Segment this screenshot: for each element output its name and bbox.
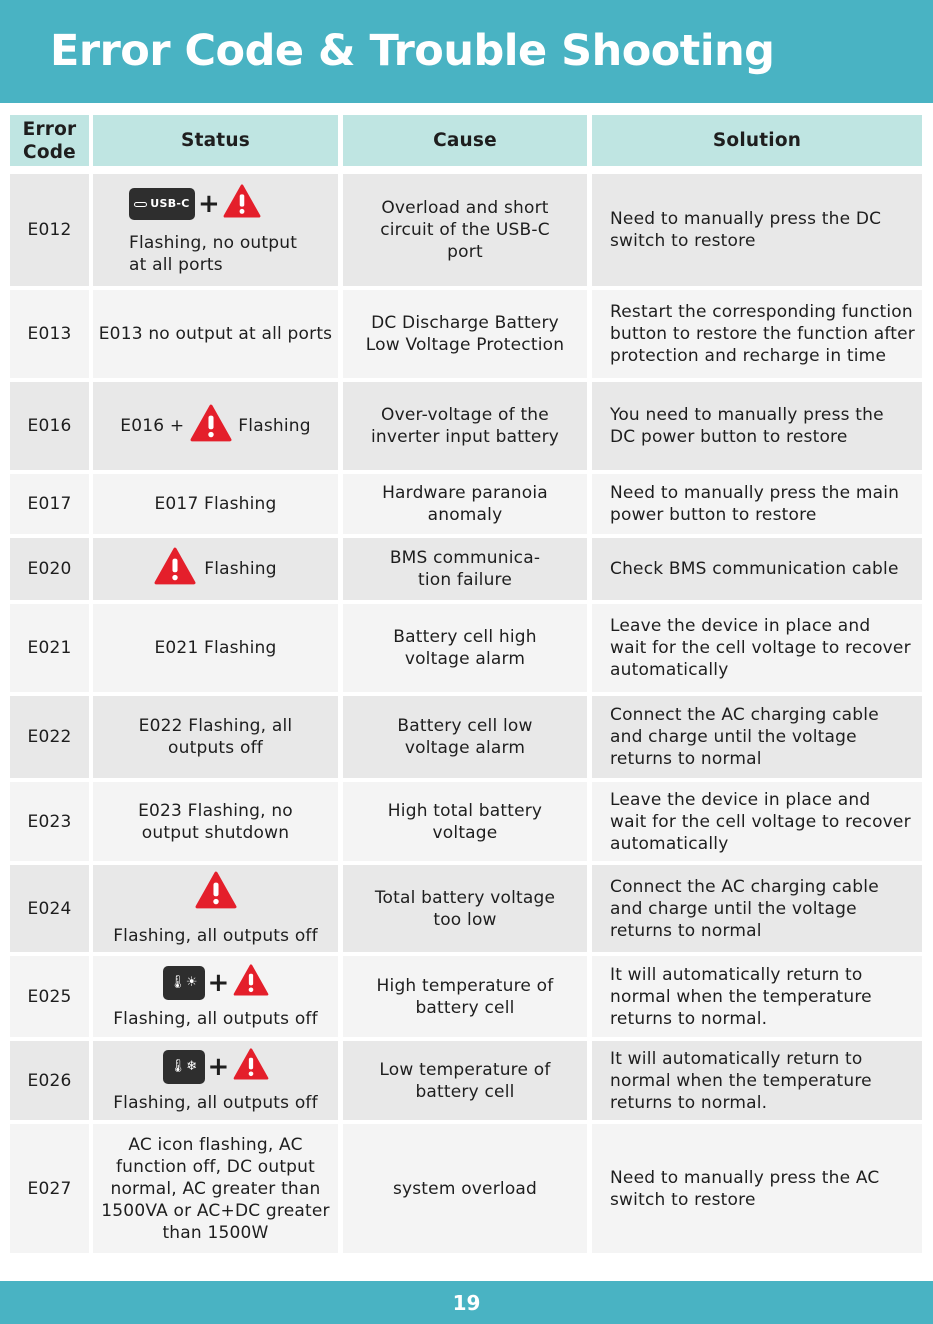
solution-text: Leave the device in place and wait for the cell voltage to recover automatically — [610, 789, 911, 854]
error-code: E017 — [27, 494, 72, 514]
status-cell — [93, 1124, 338, 1253]
solution-text: Restart the corresponding function button to restore the function after protection and recharge in time — [610, 302, 915, 366]
plus-sign: + — [198, 189, 220, 219]
cause-cell — [343, 696, 587, 778]
solution-text: Need to manually press the main power button to restore — [610, 483, 900, 525]
status-text: AC icon flashing, AC function off, DC output normal, AC greater than 1500VA or AC+DC greater than 1500W — [101, 1134, 330, 1243]
error-code-cell — [10, 382, 89, 470]
solution-text: Need to manually press the AC switch to restore — [610, 1167, 880, 1210]
status-cell — [93, 956, 338, 1037]
error-code: E026 — [27, 1070, 72, 1091]
solution-cell — [592, 1124, 922, 1253]
header-status-label: Status — [181, 130, 250, 151]
solution-text: Connect the AC charging cable and charge until the voltage returns to normal — [610, 705, 879, 769]
status-cell — [93, 696, 338, 778]
status-text: Flashing, all outputs off — [113, 1008, 318, 1029]
solution-cell — [592, 865, 922, 952]
cause-cell — [343, 290, 587, 378]
cause-cell — [343, 956, 587, 1037]
cause-text: BMS communica- tion failure — [389, 548, 541, 590]
solution-text: It will automatically return to normal when the temperature returns to normal. — [610, 1048, 872, 1113]
solution-text: Leave the device in place and wait for the cell voltage to recover automatically — [610, 616, 911, 680]
error-code: E024 — [27, 898, 72, 919]
header-code — [10, 115, 89, 166]
error-code-cell — [10, 782, 89, 861]
status-prefix: E016 + — [120, 416, 185, 436]
status-cell — [93, 865, 338, 952]
status-cell — [93, 1041, 338, 1120]
status-text: Flashing, all outputs off — [113, 925, 318, 946]
page-number: 19 — [452, 1291, 481, 1315]
header-solution-label: Solution — [712, 130, 802, 151]
status-text: E022 Flashing, all outputs off — [138, 716, 293, 758]
error-code: E022 — [27, 727, 72, 747]
cause-text: DC Discharge Battery Low Voltage Protection — [365, 313, 565, 355]
plus-sign: + — [207, 1051, 230, 1082]
error-code-cell — [10, 290, 89, 378]
thermometer-snowflake-icon: 🌡❄ — [163, 1050, 205, 1084]
cause-text: Over-voltage of the inverter input battery — [370, 405, 560, 447]
warning-triangle-icon — [154, 547, 196, 591]
error-code-cell — [10, 474, 89, 534]
solution-cell — [592, 782, 922, 861]
status-text: E013 no output at all ports — [98, 324, 333, 344]
solution-cell — [592, 1041, 922, 1120]
solution-cell — [592, 956, 922, 1037]
warning-triangle-icon — [195, 871, 237, 915]
header-code-label: Error Code — [22, 118, 77, 163]
error-code: E020 — [27, 559, 72, 579]
error-code-cell — [10, 538, 89, 600]
cause-cell — [343, 174, 587, 286]
error-code-cell — [10, 956, 89, 1037]
cause-text: Low temperature of battery cell — [379, 1059, 551, 1102]
status-text: E023 Flashing, no output shutdown — [138, 800, 293, 843]
error-code-cell — [10, 1124, 89, 1253]
status-text: Flashing, no output at all ports — [129, 233, 298, 275]
usb-c-label: USB-C — [150, 197, 190, 210]
status-text: Flashing, all outputs off — [113, 1092, 318, 1113]
solution-cell — [592, 696, 922, 778]
cause-text: Hardware paranoia anomaly — [382, 483, 548, 525]
header-cause — [343, 115, 587, 166]
cause-cell — [343, 604, 587, 692]
cause-cell — [343, 474, 587, 534]
cause-cell — [343, 1124, 587, 1253]
solution-cell — [592, 604, 922, 692]
cause-text: Overload and short circuit of the USB-C port — [380, 198, 550, 262]
status-cell — [93, 290, 338, 378]
thermometer-sun-icon: 🌡☀ — [163, 966, 205, 1000]
solution-text: You need to manually press the DC power button to restore — [610, 405, 884, 447]
error-code-cell — [10, 174, 89, 286]
page-title: Error Code & Trouble Shooting — [50, 26, 775, 76]
solution-text: Need to manually press the DC switch to restore — [610, 209, 882, 251]
error-code-cell — [10, 604, 89, 692]
error-code: E016 — [27, 416, 72, 436]
status-cell — [93, 174, 338, 286]
solution-cell — [592, 382, 922, 470]
cause-cell — [343, 538, 587, 600]
warning-triangle-icon — [223, 184, 261, 224]
status-text: E021 Flashing — [154, 638, 277, 658]
error-code: E021 — [27, 638, 72, 658]
error-code: E025 — [27, 986, 72, 1007]
error-code: E023 — [27, 811, 72, 832]
status-cell — [93, 782, 338, 861]
error-code: E027 — [27, 1178, 72, 1199]
usb-c-port-icon — [129, 188, 195, 220]
plus-sign: + — [207, 967, 230, 998]
solution-cell — [592, 474, 922, 534]
cause-cell — [343, 865, 587, 952]
error-code: E013 — [27, 324, 72, 344]
solution-text: It will automatically return to normal when the temperature returns to normal. — [610, 964, 872, 1029]
cause-cell — [343, 1041, 587, 1120]
warning-triangle-icon — [233, 1048, 269, 1086]
solution-text: Connect the AC charging cable and charge until the voltage returns to normal — [610, 876, 879, 941]
cause-cell — [343, 782, 587, 861]
error-code: E012 — [27, 220, 72, 240]
error-code-cell — [10, 865, 89, 952]
error-code-cell — [10, 696, 89, 778]
error-code-cell — [10, 1041, 89, 1120]
cause-text: Battery cell high voltage alarm — [393, 627, 537, 669]
cause-cell — [343, 382, 587, 470]
status-text: E017 Flashing — [154, 494, 277, 514]
status-cell — [93, 538, 338, 600]
header-solution — [592, 115, 922, 166]
cause-text: Battery cell low voltage alarm — [397, 716, 533, 758]
cause-text: High temperature of battery cell — [376, 975, 554, 1018]
warning-triangle-icon — [190, 404, 232, 448]
warning-triangle-icon — [233, 964, 269, 1002]
solution-cell — [592, 290, 922, 378]
status-suffix: Flashing — [238, 416, 311, 436]
cause-text: High total battery voltage — [387, 800, 543, 843]
solution-text: Check BMS communication cable — [610, 559, 899, 579]
cause-text: Total battery voltage too low — [374, 887, 556, 930]
header-status — [93, 115, 338, 166]
status-suffix: Flashing — [204, 559, 277, 579]
cause-text: system overload — [392, 1178, 538, 1199]
status-cell — [93, 382, 338, 470]
status-cell — [93, 474, 338, 534]
solution-cell — [592, 538, 922, 600]
solution-cell — [592, 174, 922, 286]
status-cell — [93, 604, 338, 692]
header-cause-label: Cause — [433, 130, 497, 151]
